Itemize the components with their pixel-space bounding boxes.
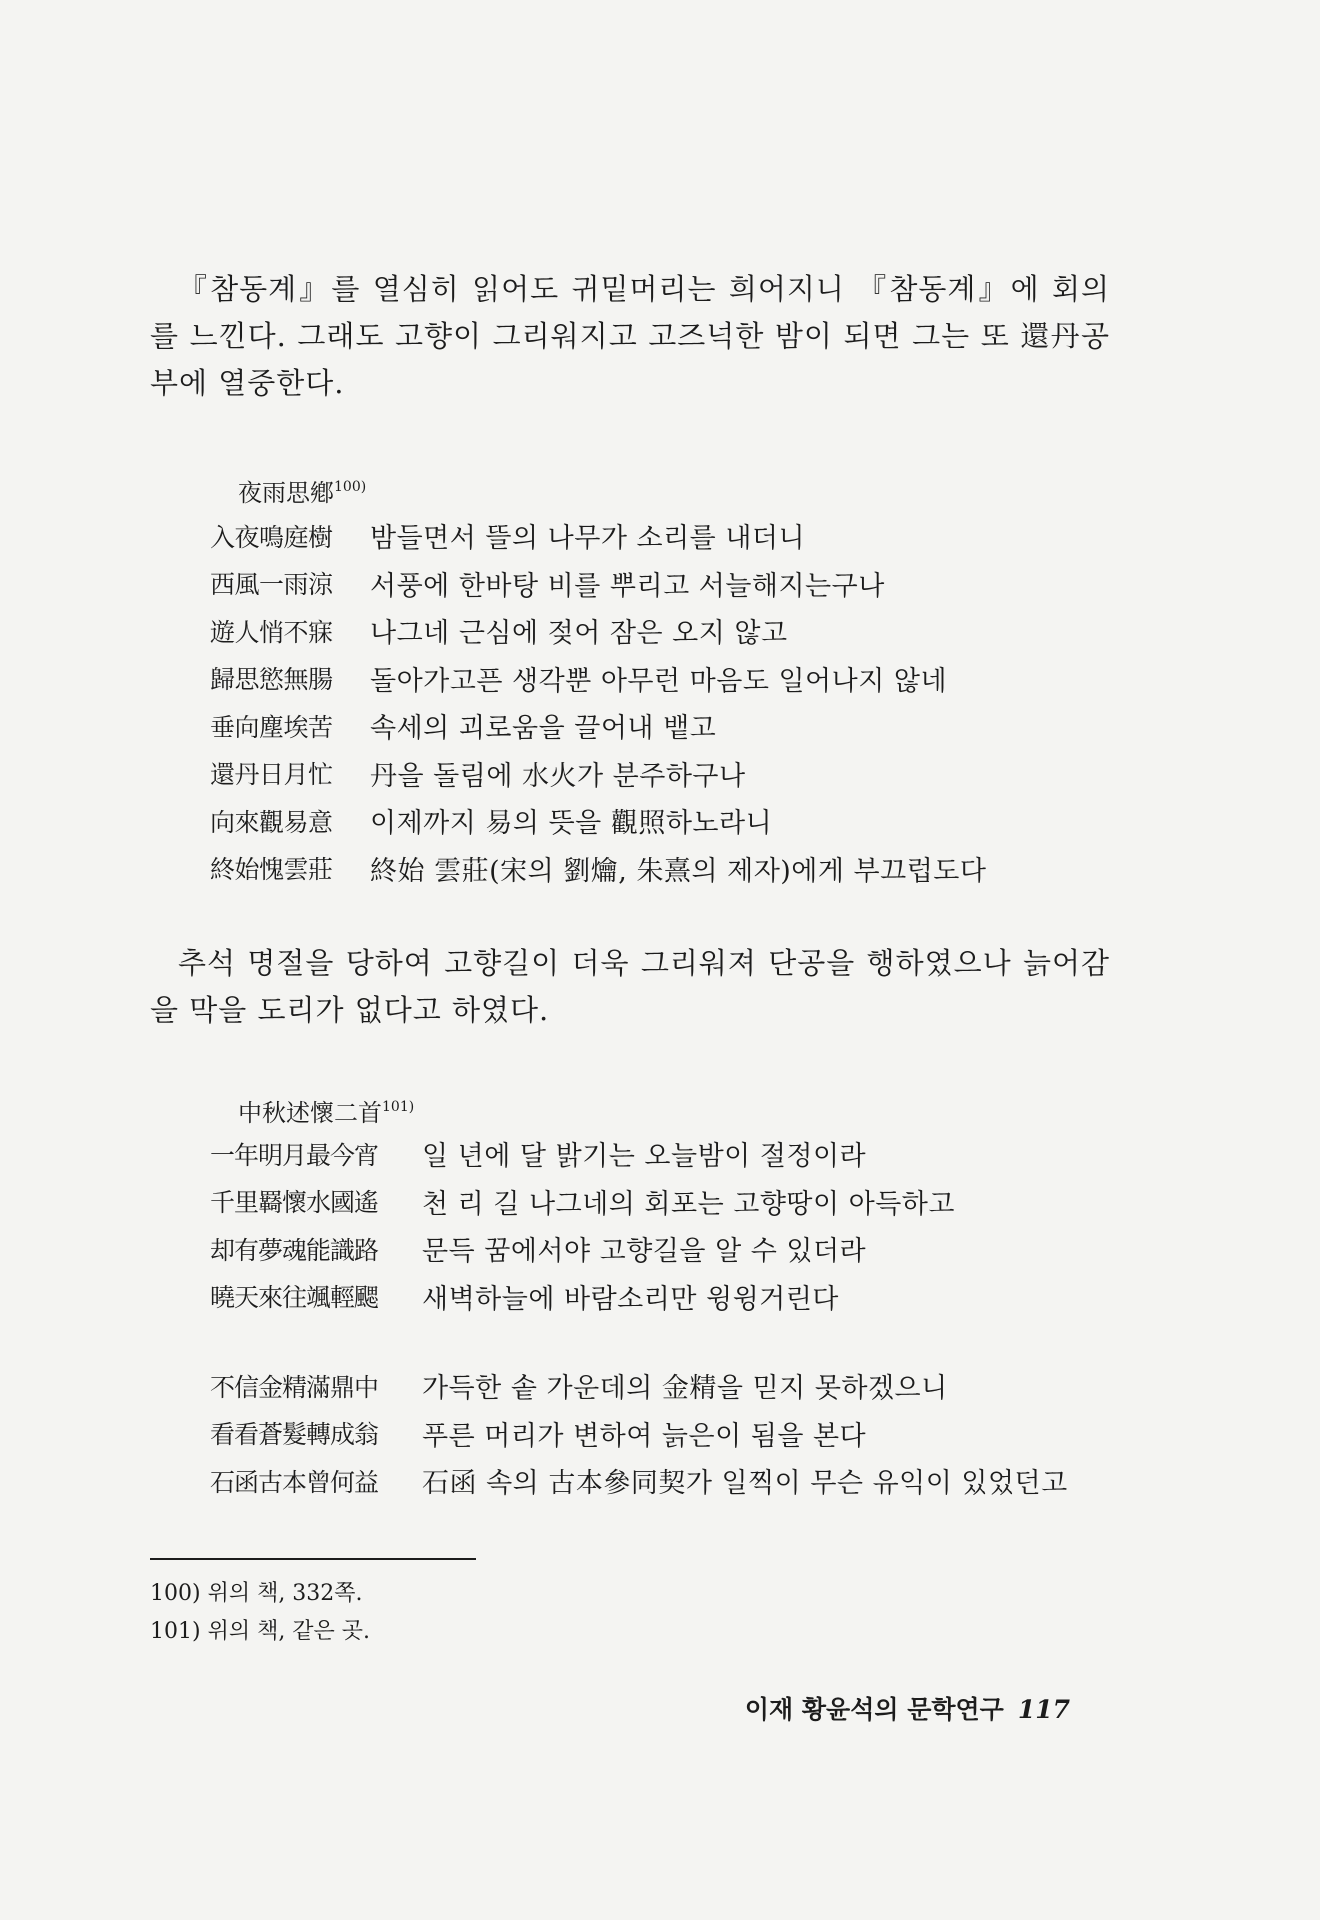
poem-line	[210, 655, 986, 703]
footnote-divider	[150, 1558, 476, 1560]
poem-1-title	[238, 472, 366, 508]
poem-line-hanzi: 看看蒼髮轉成翁	[210, 1420, 379, 1450]
footnote-101: 101) 위의 책, 같은 곳.	[150, 1619, 371, 1644]
poem-line-translation: 새벽하늘에 바람소리만 윙윙거린다	[422, 1283, 839, 1315]
poem-line-hanzi: 歸思慾無腸	[210, 665, 333, 695]
poem-line-hanzi: 遊人悄不寐	[210, 617, 333, 647]
footnote-ref-101: 101)	[382, 1099, 415, 1115]
poem-line-translation: 終始 雲莊(宋의 劉爚, 朱熹의 제자)에게 부끄럽도다	[370, 855, 987, 887]
poem-line-hanzi: 垂向塵埃苦	[210, 712, 333, 742]
poem-line-hanzi: 千里羇懷水國遙	[210, 1188, 379, 1218]
poem-2-title-text: 中秋述懷二首	[238, 1099, 382, 1127]
poem-line	[210, 1410, 1068, 1458]
poem-2-title	[238, 1092, 414, 1128]
poem-line	[210, 1178, 1068, 1226]
poem-line	[210, 560, 986, 608]
poem-1	[210, 512, 986, 892]
footnote-100: 100) 위의 책, 332쪽.	[150, 1581, 363, 1606]
page-number: 117	[1017, 1695, 1070, 1724]
poem-line	[210, 607, 986, 655]
poem-line-hanzi: 石函古本曾何益	[210, 1467, 379, 1497]
poem-2	[210, 1130, 1068, 1505]
poem-line-translation: 서풍에 한바탕 비를 뿌리고 서늘해지는구나	[370, 570, 885, 602]
poem-line-translation: 이제까지 易의 뜻을 觀照하노라니	[370, 808, 773, 840]
poem-line-hanzi: 向來觀易意	[210, 807, 333, 837]
paragraph-1: 『참동계』를 열심히 읽어도 귀밑머리는 희어지니 『참동계』에 회의를 느낀다. 그래도 고향이 그리워지고 고즈넉한 밤이 되면 그는 또 還丹공부에 열중한다.	[150, 272, 1110, 400]
footnote-ref-100: 100)	[334, 479, 367, 495]
poem-line	[210, 1273, 1068, 1321]
poem-line-hanzi: 還丹日月忙	[210, 760, 333, 790]
poem-1-title-text: 夜雨思鄕	[238, 479, 334, 507]
poem-line-translation: 돌아가고픈 생각뿐 아무런 마음도 일어나지 않네	[370, 665, 948, 697]
poem-line-hanzi: 西風一雨涼	[210, 570, 333, 600]
running-footer	[740, 1690, 1070, 1726]
poem-line-hanzi: 曉天來往颯輕颸	[210, 1283, 379, 1313]
poem-line-translation: 밤들면서 뜰의 나무가 소리를 내더니	[370, 523, 806, 555]
poem-line-translation: 가득한 솥 가운데의 金精을 믿지 못하겠으니	[422, 1373, 948, 1405]
poem-line	[210, 1362, 1068, 1410]
poem-line	[210, 1225, 1068, 1273]
poem-line	[210, 1130, 1068, 1178]
poem-line	[210, 845, 986, 893]
poem-line	[210, 797, 986, 845]
poem-line-translation: 푸른 머리가 변하여 늙은이 됨을 본다	[422, 1420, 867, 1452]
poem-line-translation: 丹을 돌림에 水火가 분주하구나	[370, 760, 746, 792]
paragraph-2: 추석 명절을 당하여 고향길이 더욱 그리워져 단공을 행하였으나 늙어감을 막을 도리가 없다고 하였다.	[150, 946, 1110, 1027]
poem-line-translation: 나그네 근심에 젖어 잠은 오지 않고	[370, 618, 788, 650]
poem-line-translation: 천 리 길 나그네의 회포는 고향땅이 아득하고	[422, 1188, 955, 1220]
poem-line-hanzi: 不信金精滿鼎中	[210, 1372, 379, 1402]
poem-line-hanzi: 終始愧雲莊	[210, 855, 333, 885]
poem-line-translation: 속세의 괴로움을 끌어내 뱉고	[370, 713, 717, 745]
poem-line-hanzi: 入夜鳴庭樹	[210, 522, 333, 552]
footer-book-title: 이재 황윤석의 문학연구	[744, 1695, 1004, 1724]
poem-line	[210, 702, 986, 750]
poem-line-translation: 石函 속의 古本參同契가 일찍이 무슨 유익이 있었던고	[422, 1468, 1068, 1500]
poem-line-translation: 일 년에 달 밝기는 오늘밤이 절정이라	[422, 1141, 867, 1173]
poem-line	[210, 512, 986, 560]
poem-line-hanzi: 一年明月最今宵	[210, 1140, 379, 1170]
poem-line-hanzi: 却有夢魂能識路	[210, 1235, 379, 1265]
poem-line-translation: 문득 꿈에서야 고향길을 알 수 있더라	[422, 1236, 867, 1268]
poem-line	[210, 750, 986, 798]
stanza-break	[210, 1320, 1068, 1362]
poem-line	[210, 1457, 1068, 1505]
